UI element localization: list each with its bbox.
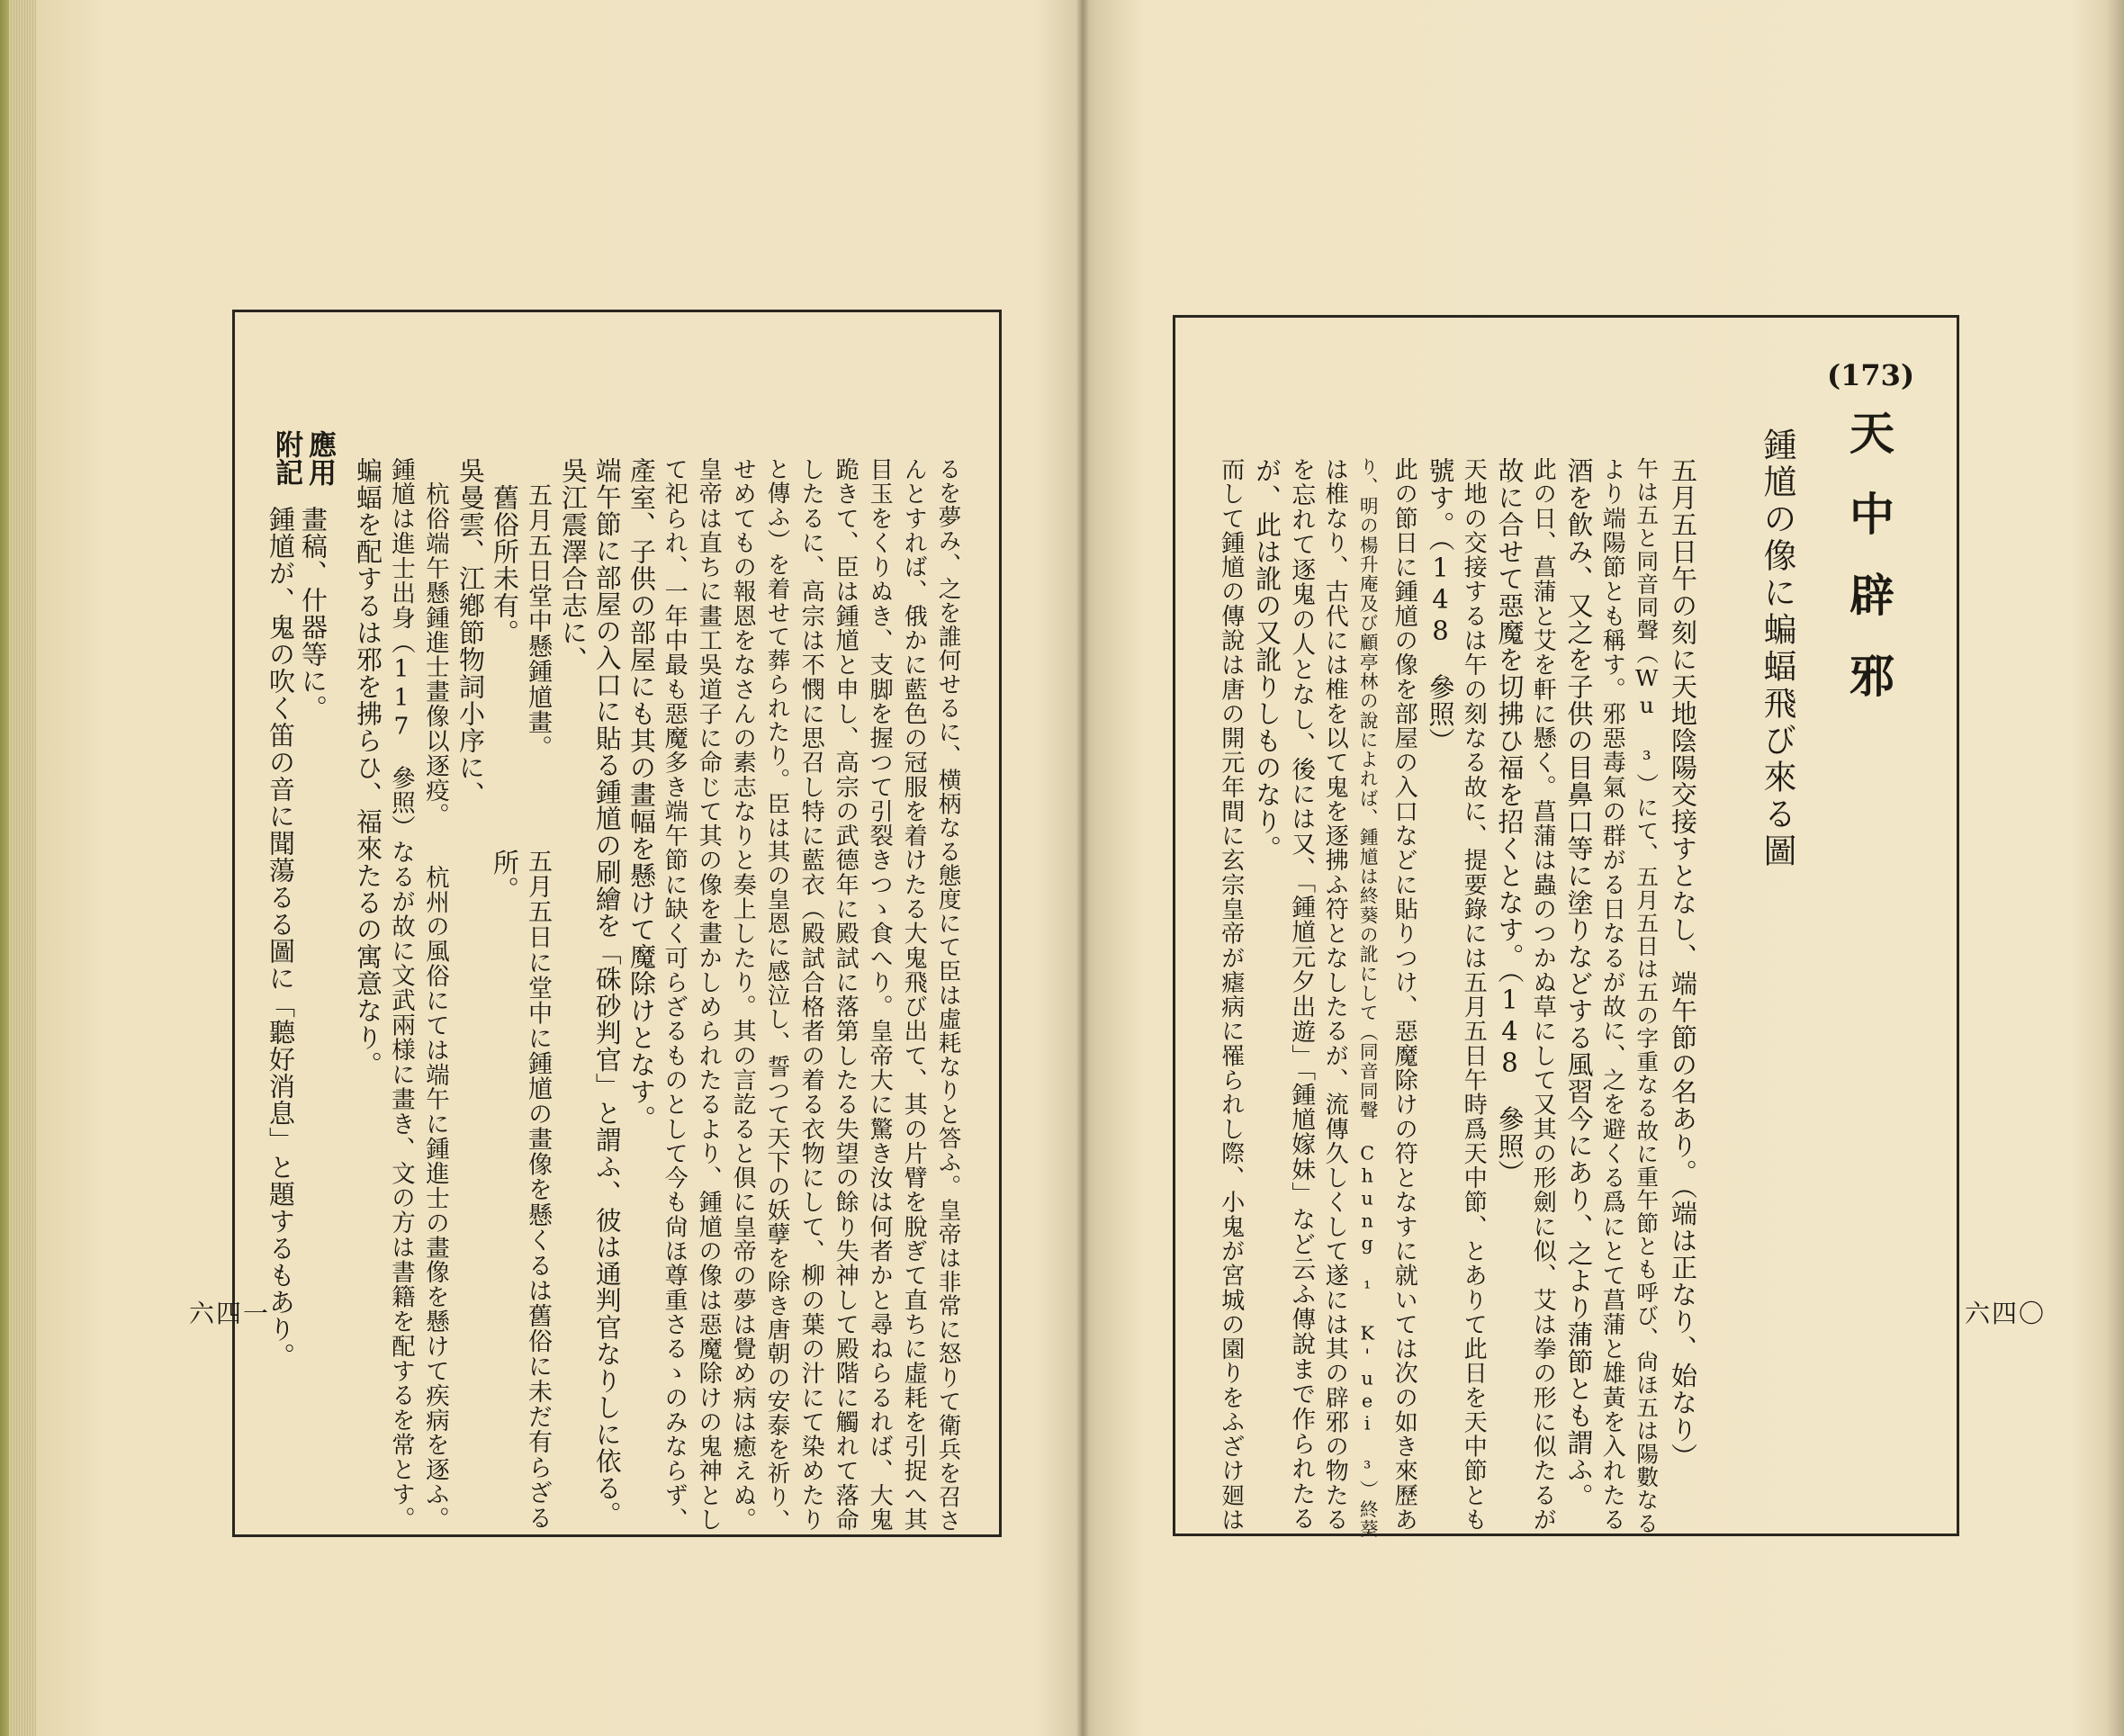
left-page-column: 吳曼雲、江鄕節物詞小序に、	[455, 457, 486, 808]
right-page-column: を忘れて逐鬼の人となし、後には又、「鍾馗元夕出遊」「鍾馗嫁妹」など云ふ傳說まで作られたる	[1287, 457, 1316, 1532]
right-page-column: 五月五日午の刻に天地陰陽交接すとなし、端午節の名あり。（端は正なり、始なり）	[1668, 457, 1698, 1471]
left-page-column: せめてもの報恩をなさんの素志なりと奏上したり。其の言訖ると俱に皇帝の夢は覺め病は癒えぬ。	[729, 457, 757, 1533]
right-page-column: 故に合せて惡魔を切拂ひ福を招くとなす。（148 參照）	[1494, 457, 1526, 1187]
right-page-column: 號す。（148 參照）	[1425, 457, 1456, 755]
left-page-column: 跪きて、臣は鍾馗と申し、高宗の武德年に殿試に落第したる失望の餘り失神して殿階に觸れて落命	[832, 457, 860, 1533]
left-page-column: んとすれば、俄かに藍色の冠服を着けたる大鬼飛び出て、其の片臂を脫ぎて直ちに虛耗を引捉へ其	[900, 457, 928, 1533]
right-page-column: より端陽節とも稱す。邪惡毒氣の群がる日なるが故に、之を避くる爲にとて菖蒲と雄黃を入れたる	[1598, 457, 1626, 1533]
book-gutter	[1076, 0, 1089, 1736]
left-page-column: 蝙蝠を配するは邪を拂らひ、福來たるの寓意なり。	[353, 457, 383, 1078]
label-fuki: 附記	[270, 430, 302, 486]
left-page-column: 杭俗端午懸鍾進士畫像以逐疫。 杭州の風俗にては端午に鍾進士の畫像を懸けて疾病を逐ふ。	[421, 457, 450, 1532]
left-page-column: したるに、高宗は不憫に思召し特に藍衣（殿試合格者の着る衣物にして、柳の葉の汁にて染めたり	[797, 457, 825, 1533]
fuki-text: 鍾馗が、鬼の吹く笛の音に聞蕩るる圖に「聽好消息」と題するもあり。	[266, 506, 296, 1370]
entry-subtitle: 鍾馗の像に蝙蝠飛び來る圖	[1758, 427, 1796, 870]
left-page-column: 端午節に部屋の入口に貼る鍾馗の刷繪を「硃砂判官」と謂ふ、彼は通判官なりしに依る。	[591, 457, 623, 1528]
left-page-column: 目玉をくりぬき、支脚を握つて引裂きつゝ食へり。皇帝大に驚き汝は何者かと尋ねらるれば、大鬼	[866, 457, 894, 1533]
left-page-column: 皇帝は直ちに畫工吳道子に命じて其の像を畫かしめられたるより、鍾馗の像は惡魔除けの鬼神とし	[695, 457, 723, 1533]
right-page-column: は椎なり、古代には椎を以て鬼を逐拂ふ符となしたるが、流傳久しくして遂には其の辟邪の物たる	[1321, 457, 1349, 1533]
left-page-column: 五月五日堂中懸鍾馗畫。 五月五日に堂中に鍾馗の畫像を懸くるは舊俗に未だ有らざる	[524, 457, 553, 1531]
right-page-number: 六四〇	[1965, 1299, 2047, 1328]
left-page-column: と傳ふ）を着せて葬られたり。臣は其の皇恩に感泣し、誓つて天下の妖孽を除き唐朝の安泰を祈り、	[763, 457, 791, 1534]
right-page-column: 天地の交接するは午の刻なる故に、提要錄には五月五日午時爲天中節、とありて此日を天中節とも	[1460, 457, 1488, 1533]
right-page-column: 此の日、菖蒲と艾を軒に懸く。菖蒲は蟲のつかぬ草にして又其の形劍に似、艾は拳の形に似たるが	[1529, 457, 1557, 1533]
label-oyo: 應用	[303, 430, 336, 486]
right-page-column: 此の節日に鍾馗の像を部屋の入口などに貼りつけ、惡魔除けの符となすに就いては次の如き來歷あ	[1390, 457, 1418, 1533]
entry-title: 天中辟邪	[1842, 409, 1895, 733]
page-edges	[9, 0, 36, 1736]
right-page-column: 酒を飮み、又之を子供の目鼻口等に塗りなどする風習今にあり、之より蒲節とも謂ふ。	[1563, 457, 1595, 1510]
left-page-column: 舊俗所未有。 所。	[490, 457, 520, 904]
right-page-column: が、此は訛の又訛りしものなり。	[1252, 457, 1282, 862]
right-page-column: り、明の楊升庵及び顧亭林の說によれば、鍾馗は終葵の訛にして（同音同聲 Chung ¹ K'uei ³）終葵	[1356, 457, 1379, 1539]
right-page-column: 而して鍾馗の傳說は唐の開元年間に玄宗皇帝が瘧病に罹られし際、小鬼が宮城の園りをふざけ廻は	[1217, 457, 1245, 1533]
left-page-column: るを夢み、之を誰何せるに、横柄なる態度にて臣は虛耗なりと答ふ。皇帝は非常に怒りて衛兵を召さ	[934, 457, 962, 1534]
right-page-column: 午は五と同音同聲（Wu ³）にて、五月五日は五の字重なる故に重午節とも呼び、尙ほ五は陽數なる	[1634, 457, 1660, 1535]
oyo-text: 畫稿、什器等に。	[298, 506, 328, 722]
left-page-column: 鍾馗は進士出身（117 參照）なるが故に文武兩様に畫き、文の方は書籍を配するを常とす。	[387, 457, 416, 1532]
left-page-column: 吳江震澤合志に、	[558, 457, 589, 673]
left-page-number: 六四一	[189, 1299, 271, 1328]
left-page-column: て祀られ、一年中最も惡魔多き端午節に缺く可らざるものとして今も尙ほ尊重さるゝのみならず、	[661, 457, 688, 1533]
entry-number: (173)	[1827, 358, 1915, 392]
left-page-column: 產室、子供の部屋にも其の畫幅を懸けて魔除けとなす。	[626, 457, 657, 1132]
